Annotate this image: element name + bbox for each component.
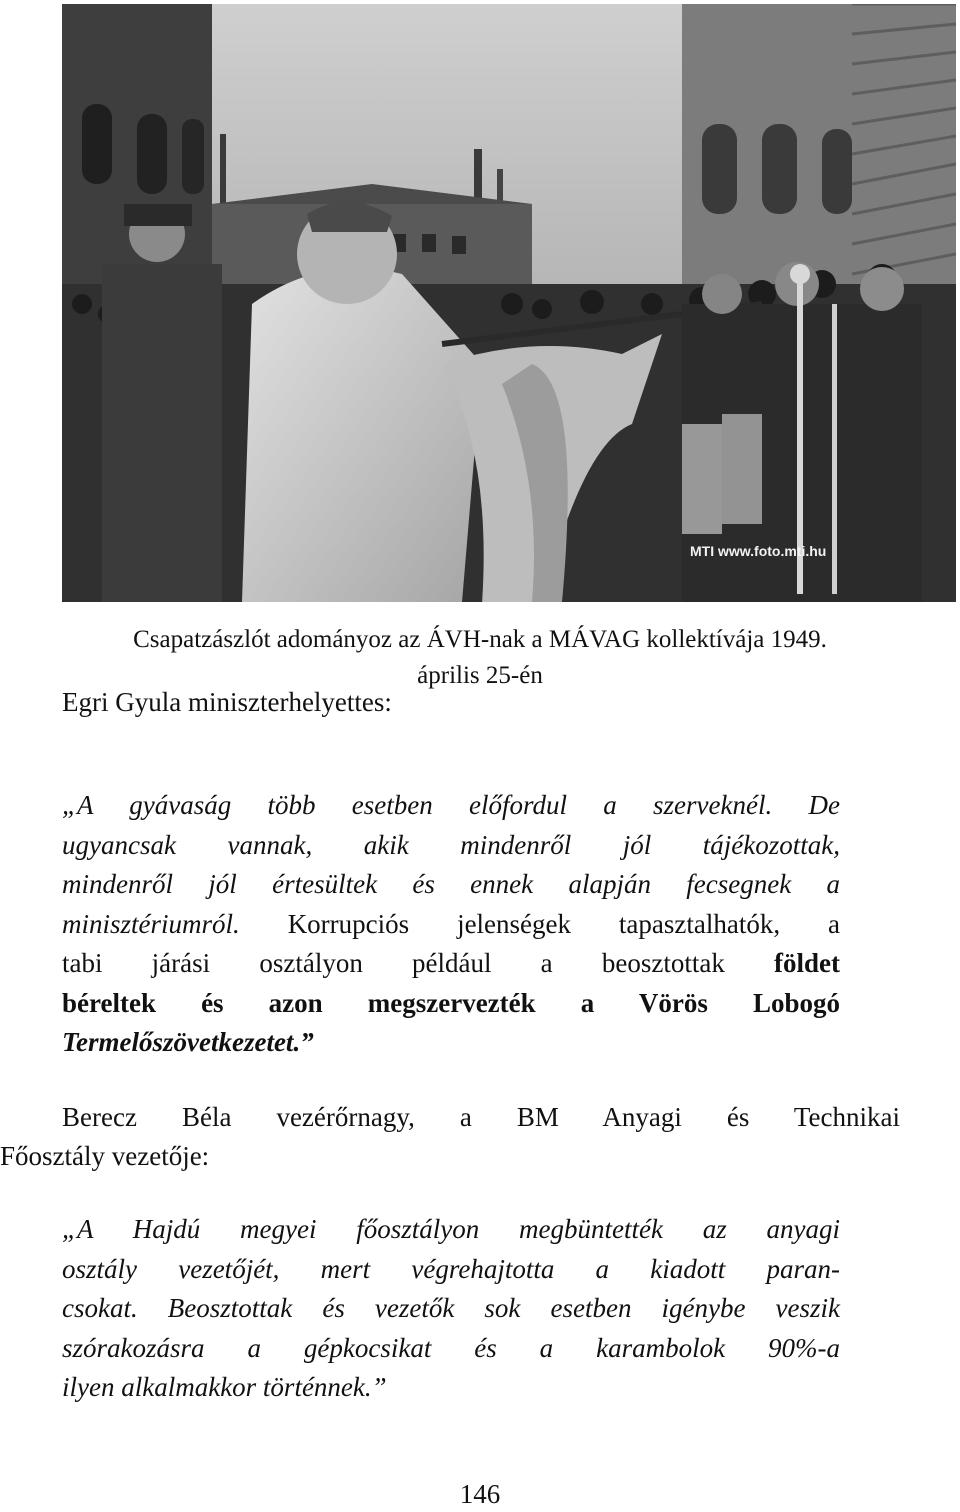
quote-1-line-4	[62, 905, 840, 945]
historical-photo	[62, 4, 956, 602]
quote-2-line-5: ilyen alkalmakkor történnek.”	[62, 1372, 387, 1402]
quote-1-line-4-italic: minisztériumról.	[62, 908, 240, 939]
quote-2-line-1: „A Hajdú megyei főosztályon megbüntették az anyagi	[62, 1214, 840, 1244]
quote-1-line-2: ugyancsak vannak, akik mindenről jól tájékozottak,	[62, 829, 840, 860]
quote-1-line-5	[62, 944, 840, 984]
quote-1	[62, 786, 840, 1063]
quote-1-line-6: béreltek és azon megszervezték a Vörös Lobogó	[62, 987, 840, 1018]
quote-1-line-5-text: tabi járási osztályon például a beosztottak	[62, 948, 775, 978]
quote-1-line-4-rest: Korrupciós jelenségek tapasztalhatók, a	[239, 908, 840, 939]
speaker-2	[0, 1098, 900, 1176]
photo-caption-line-2: április 25-én	[417, 662, 543, 689]
quote-2	[62, 1210, 840, 1408]
quote-1-line-1: „A gyávaság több esetben előfordul a szerveknél. De	[62, 790, 840, 820]
photo-illustration	[62, 4, 956, 602]
photo-watermark: MTI www.foto.mti.hu	[690, 543, 827, 559]
speaker-2-line-2: Főosztály vezetője:	[0, 1141, 210, 1171]
quote-2-line-2: osztály vezetőjét, mert végrehajtotta a kiadott paran-	[62, 1253, 840, 1284]
quote-1-line-5-bold: földet	[774, 948, 840, 978]
page-number: 146	[459, 1479, 501, 1509]
quote-1-line-7: Termelőszövetkezetet.”	[62, 1027, 314, 1057]
quote-2-line-4: szórakozásra a gépkocsikat és a karambolok 90%-a	[62, 1332, 840, 1363]
quote-1-line-3: mindenről jól értesültek és ennek alapján fecsegnek a	[62, 869, 840, 899]
photo-caption-line-1: Csapatzászlót adományoz az ÁVH-nak a MÁVAG kollektívája 1949.	[133, 626, 827, 653]
speaker-1: Egri Gyula miniszterhelyettes:	[62, 687, 392, 717]
speaker-2-line-1: Berecz Béla vezérőrnagy, a BM Anyagi és Technikai	[62, 1102, 900, 1132]
quote-2-line-3: csokat. Beosztottak és vezetők sok esetben igénybe veszik	[62, 1293, 840, 1323]
